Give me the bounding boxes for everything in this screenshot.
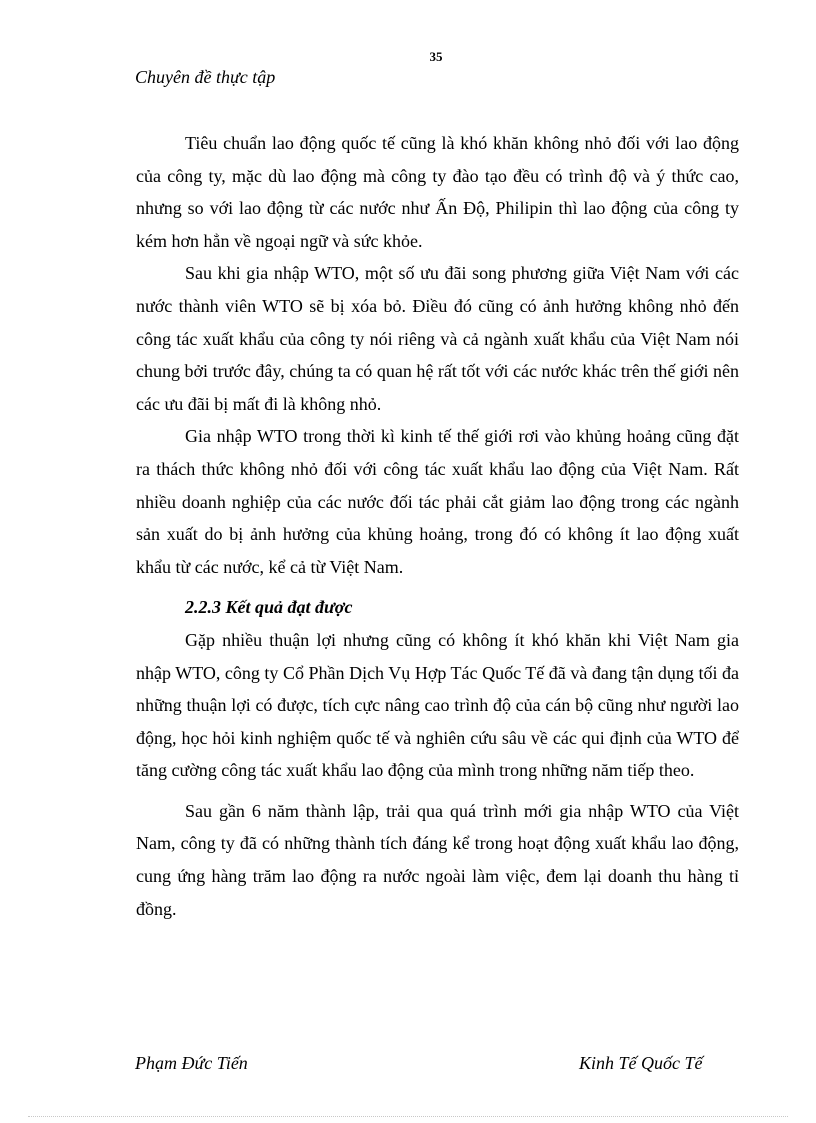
footer-dotted-divider xyxy=(28,1116,788,1117)
page-number: 35 xyxy=(429,49,443,64)
paragraph-economic-crisis: Gia nhập WTO trong thời kì kinh tế thế giới rơi vào khủng hoảng cũng đặt ra thách thức không nhỏ đối với công tác xuất khẩu lao động của Việt Nam. Rất nhiều doanh nghiệp của các nước đối tác phải cắt giảm lao động trong các ngành sản xuất do bị ảnh hưởng của khủng hoảng, trong đó có không ít lao động xuất khẩu từ các nước, kể cả từ Việt Nam. xyxy=(136,426,739,577)
running-header-title: Chuyên đề thực tập xyxy=(135,67,276,87)
document-body xyxy=(136,127,739,925)
footer-department: Kinh Tế Quốc Tế xyxy=(579,1053,703,1073)
paragraph-results: Sau gần 6 năm thành lập, trải qua quá trình mới gia nhập WTO của Việt Nam, công ty đã có những thành tích đáng kể trong hoạt động xuất khẩu lao động, cung ứng hàng trăm lao động ra nước ngoài làm việc, đem lại doanh thu hàng tỉ đồng. xyxy=(136,800,739,919)
paragraph-wto-preferences: Sau khi gia nhập WTO, một số ưu đãi song phương giữa Việt Nam với các nước thành viên WTO sẽ bị xóa bỏ. Điều đó cũng có ảnh hưởng không nhỏ đến công tác xuất khẩu của công ty nói riêng và cả ngành xuất khẩu của Việt Nam nói chung bởi trước đây, chúng ta có quan hệ rất tốt với các nước khác trên thế giới nên các ưu đãi bị mất đi là không nhỏ. xyxy=(136,263,739,414)
paragraph-labor-standards: Tiêu chuẩn lao động quốc tế cũng là khó khăn không nhỏ đối với lao động của công ty, mặc dù lao động mà công ty đào tạo đều có trình độ và ý thức cao, nhưng so với lao động từ các nước như Ấn Độ, Philipin thì lao động của công ty kém hơn hẳn về ngoại ngữ và sức khỏe. xyxy=(136,133,739,251)
footer-author: Phạm Đức Tiến xyxy=(135,1053,248,1073)
paragraph-achievements: Gặp nhiều thuận lợi nhưng cũng có không ít khó khăn khi Việt Nam gia nhập WTO, công ty Cổ Phần Dịch Vụ Hợp Tác Quốc Tế đã và đang tận dụng tối đa những thuận lợi có được, tích cực nâng cao trình độ của cán bộ cũng như người lao động, học hỏi kinh nghiệm quốc tế và nghiên cứu sâu về các qui định của WTO để tăng cường công tác xuất khẩu lao động của mình trong những năm tiếp theo. xyxy=(136,629,739,781)
section-heading: 2.2.3 Kết quả đạt được xyxy=(185,597,353,618)
